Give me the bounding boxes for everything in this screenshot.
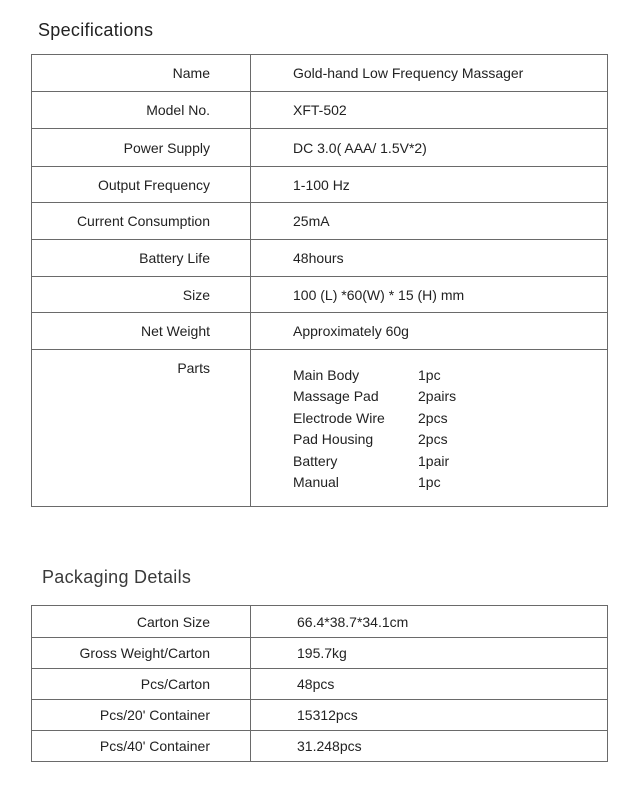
packaging-value: 15312pcs <box>251 700 608 731</box>
spec-label: Battery Life <box>32 240 251 277</box>
spec-value: 48hours <box>251 240 608 277</box>
part-name: Pad Housing <box>293 431 374 447</box>
spec-row-net-weight <box>32 313 608 350</box>
spec-row-model <box>32 92 608 129</box>
packaging-label: Gross Weight/Carton <box>32 638 251 669</box>
part-name: Manual <box>293 474 339 490</box>
packaging-row-pcs-40-container <box>32 731 608 762</box>
packaging-label: Pcs/Carton <box>32 669 251 700</box>
spec-label: Output Frequency <box>32 167 251 203</box>
spec-label: Parts <box>32 350 251 507</box>
parts-cell <box>251 350 608 507</box>
part-qty: 2pcs <box>418 409 448 426</box>
spec-label: Net Weight <box>32 313 251 350</box>
spec-row-current-consumption <box>32 203 608 240</box>
spec-label: Model No. <box>32 92 251 129</box>
part-qty: 1pair <box>418 452 450 469</box>
spec-row-power-supply <box>32 129 608 167</box>
spec-row-name <box>32 55 608 92</box>
spec-row-output-frequency <box>32 167 608 203</box>
part-qty: 2pcs <box>418 431 448 447</box>
packaging-label: Pcs/40' Container <box>32 731 251 762</box>
part-name: Electrode Wire <box>293 409 385 426</box>
specifications-table <box>31 54 608 507</box>
spec-value: 100 (L) *60(W) * 15 (H) mm <box>251 277 608 313</box>
spec-value: 25mA <box>251 203 608 240</box>
spec-value: 1-100 Hz <box>251 167 608 203</box>
spec-label: Power Supply <box>32 129 251 167</box>
spec-value: XFT-502 <box>251 92 608 129</box>
packaging-row-pcs-carton <box>32 669 608 700</box>
spec-value: Approximately 60g <box>251 313 608 350</box>
spec-row-size <box>32 277 608 313</box>
packaging-value: 195.7kg <box>251 638 608 669</box>
packaging-label: Pcs/20' Container <box>32 700 251 731</box>
part-qty: 1pc <box>418 474 441 490</box>
packaging-row-carton-size <box>32 606 608 638</box>
packaging-value: 66.4*38.7*34.1cm <box>251 606 608 638</box>
spec-row-parts <box>32 350 608 507</box>
part-qty: 2pairs <box>418 388 457 404</box>
packaging-row-gross-weight <box>32 638 608 669</box>
spec-label: Current Consumption <box>32 203 251 240</box>
part-name: Main Body <box>293 366 360 383</box>
packaging-table <box>31 605 608 762</box>
spec-row-battery-life <box>32 240 608 277</box>
packaging-value: 48pcs <box>251 669 608 700</box>
spec-label: Size <box>32 277 251 313</box>
parts-list <box>293 365 607 492</box>
specifications-title: Specifications <box>38 20 154 40</box>
spec-value: Gold-hand Low Frequency Massager <box>251 55 608 92</box>
part-name: Battery <box>293 452 338 469</box>
spec-label: Name <box>32 55 251 92</box>
part-name: Massage Pad <box>293 388 379 404</box>
packaging-value: 31.248pcs <box>251 731 608 762</box>
spec-value: DC 3.0( AAA/ 1.5V*2) <box>251 129 608 167</box>
part-qty: 1pc <box>418 366 441 383</box>
packaging-row-pcs-20-container <box>32 700 608 731</box>
packaging-details-title: Packaging Details <box>42 567 192 587</box>
packaging-label: Carton Size <box>32 606 251 638</box>
